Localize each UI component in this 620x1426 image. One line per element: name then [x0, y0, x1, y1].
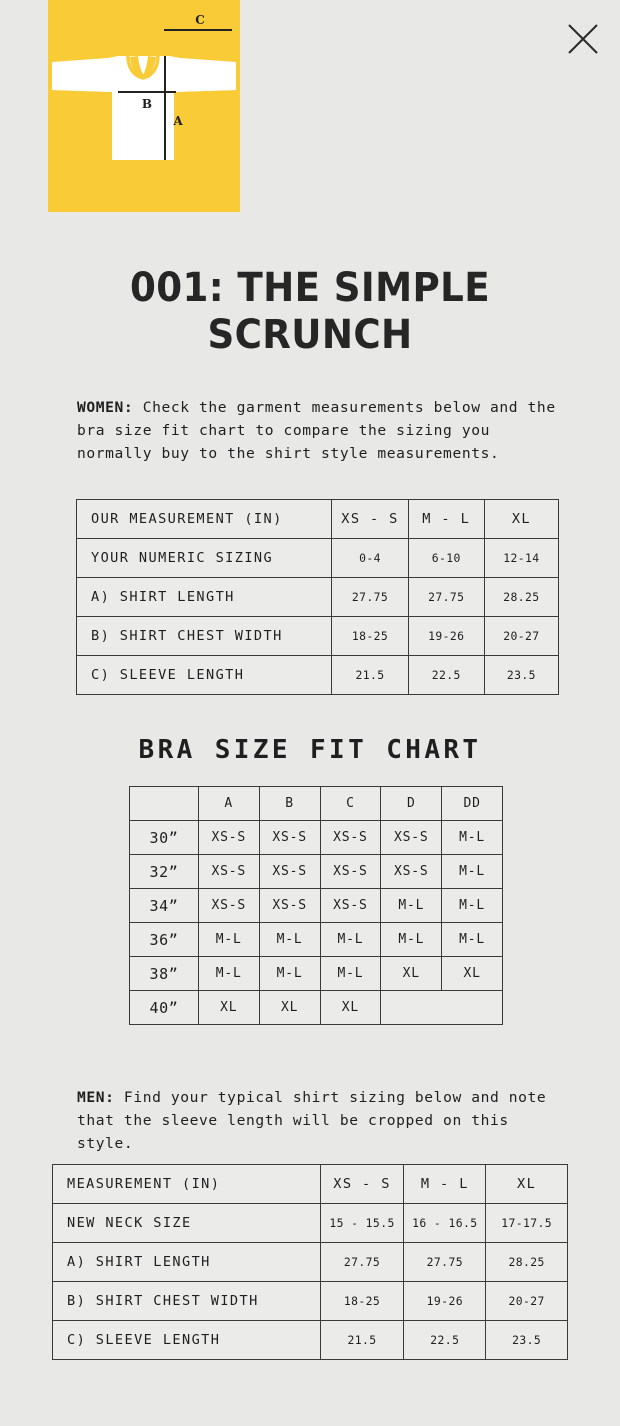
column-header-xl: XL: [486, 1165, 568, 1204]
cell-value: M-L: [381, 923, 442, 957]
cell-value: M-L: [442, 855, 503, 889]
cell-value: 21.5: [332, 656, 408, 695]
column-header-xl: XL: [484, 500, 558, 539]
row-label: B) SHIRT CHEST WIDTH: [77, 617, 332, 656]
men-measurement-table: [52, 1164, 568, 1360]
cell-value: 20-27: [484, 617, 558, 656]
bra-size-fit-table: [129, 786, 503, 1025]
cell-value: XS-S: [381, 821, 442, 855]
band-label: 36”: [130, 923, 199, 957]
cell-value: 16 - 16.5: [404, 1204, 486, 1243]
cell-value: 6-10: [408, 539, 484, 578]
cell-value: M-L: [198, 923, 259, 957]
table-row: [53, 1243, 568, 1282]
row-label: B) SHIRT CHEST WIDTH: [53, 1282, 321, 1321]
cell-value: 23.5: [484, 656, 558, 695]
cell-value: 28.25: [486, 1243, 568, 1282]
column-header-xs-s: XS - S: [332, 500, 408, 539]
band-label: 32”: [130, 855, 199, 889]
women-measurement-table: [76, 499, 559, 695]
cell-value: 28.25: [484, 578, 558, 617]
cell-value: M-L: [198, 957, 259, 991]
cell-value: 15 - 15.5: [320, 1204, 404, 1243]
cell-value: XL: [198, 991, 259, 1025]
garment-diagram: [48, 0, 240, 212]
cup-header-d: D: [381, 787, 442, 821]
cell-value: M-L: [320, 923, 381, 957]
cell-value: 17-17.5: [486, 1204, 568, 1243]
close-button[interactable]: [566, 22, 600, 56]
cell-value: XS-S: [198, 855, 259, 889]
cell-value: 18-25: [332, 617, 408, 656]
table-row: [77, 578, 559, 617]
cell-value: XS-S: [198, 889, 259, 923]
page-title: [22, 265, 599, 359]
cup-header-dd: DD: [442, 787, 503, 821]
column-header-m-l: M - L: [408, 500, 484, 539]
women-instructions: [77, 396, 559, 465]
shirt-illustration: [48, 0, 240, 212]
cell-value: 18-25: [320, 1282, 404, 1321]
cell-value: 20-27: [486, 1282, 568, 1321]
cup-header-c: C: [320, 787, 381, 821]
row-label: NEW NECK SIZE: [53, 1204, 321, 1243]
column-header-xs-s: XS - S: [320, 1165, 404, 1204]
cell-value: XS-S: [259, 889, 320, 923]
cell-value: 21.5: [320, 1321, 404, 1360]
cell-value: 27.75: [320, 1243, 404, 1282]
table-row: [130, 991, 503, 1025]
marker-b-label: B: [141, 97, 153, 111]
cell-value: M-L: [259, 957, 320, 991]
cell-value: 27.75: [408, 578, 484, 617]
cell-value: XS-S: [198, 821, 259, 855]
row-label: YOUR NUMERIC SIZING: [77, 539, 332, 578]
column-header-m-l: M - L: [404, 1165, 486, 1204]
men-instructions-text: Find your typical shirt sizing below and note that the sleeve length will be cropped on this style.: [77, 1088, 547, 1152]
women-instructions-lead: WOMEN:: [77, 398, 134, 416]
cell-value: 27.75: [332, 578, 408, 617]
corner-cell: [130, 787, 199, 821]
cell-value: M-L: [259, 923, 320, 957]
page-title-line1: 001: THE SIMPLE: [130, 264, 490, 311]
column-header-measurement: MEASUREMENT (IN): [53, 1165, 321, 1204]
table-header-row: [77, 500, 559, 539]
table-row: [130, 855, 503, 889]
table-row: [130, 889, 503, 923]
cell-value: 22.5: [404, 1321, 486, 1360]
close-icon: [566, 22, 600, 56]
table-row: [130, 821, 503, 855]
men-instructions-lead: MEN:: [77, 1088, 115, 1106]
cell-value: XL: [442, 957, 503, 991]
band-label: 34”: [130, 889, 199, 923]
cell-value: XS-S: [259, 855, 320, 889]
page-title-line2: SCRUNCH: [207, 311, 413, 358]
column-header-measurement: OUR MEASUREMENT (IN): [77, 500, 332, 539]
cell-value: 22.5: [408, 656, 484, 695]
table-row: [77, 656, 559, 695]
table-row: [53, 1282, 568, 1321]
cell-value: M-L: [442, 821, 503, 855]
cell-value: M-L: [442, 889, 503, 923]
band-label: 40”: [130, 991, 199, 1025]
table-header-row: [130, 787, 503, 821]
table-row: [77, 539, 559, 578]
cell-value: XL: [259, 991, 320, 1025]
row-label: A) SHIRT LENGTH: [77, 578, 332, 617]
cell-value: M-L: [381, 889, 442, 923]
band-label: 30”: [130, 821, 199, 855]
cell-value: XS-S: [320, 821, 381, 855]
cell-value: XS-S: [320, 889, 381, 923]
cell-value: 19-26: [408, 617, 484, 656]
cell-value-empty: [381, 991, 503, 1025]
table-row: [53, 1204, 568, 1243]
cell-value: XL: [381, 957, 442, 991]
cell-value: 19-26: [404, 1282, 486, 1321]
row-label: A) SHIRT LENGTH: [53, 1243, 321, 1282]
cell-value: M-L: [320, 957, 381, 991]
cell-value: 27.75: [404, 1243, 486, 1282]
cell-value: 23.5: [486, 1321, 568, 1360]
table-header-row: [53, 1165, 568, 1204]
marker-a-label: A: [173, 114, 183, 128]
table-row: [130, 957, 503, 991]
cell-value: XS-S: [320, 855, 381, 889]
bra-chart-heading: BRA SIZE FIT CHART: [138, 735, 482, 765]
cell-value: XS-S: [381, 855, 442, 889]
row-label: C) SLEEVE LENGTH: [53, 1321, 321, 1360]
band-label: 38”: [130, 957, 199, 991]
cell-value: 0-4: [332, 539, 408, 578]
cell-value: 12-14: [484, 539, 558, 578]
cell-value: XL: [320, 991, 381, 1025]
table-row: [53, 1321, 568, 1360]
cup-header-a: A: [198, 787, 259, 821]
cup-header-b: B: [259, 787, 320, 821]
table-row: [130, 923, 503, 957]
marker-c-label: C: [195, 13, 205, 27]
men-instructions: [77, 1086, 559, 1155]
row-label: C) SLEEVE LENGTH: [77, 656, 332, 695]
table-row: [77, 617, 559, 656]
cell-value: M-L: [442, 923, 503, 957]
cell-value: XS-S: [259, 821, 320, 855]
women-instructions-text: Check the garment measurements below and the bra size fit chart to compare the sizing you normally buy to the shirt style measurements.: [77, 398, 556, 462]
